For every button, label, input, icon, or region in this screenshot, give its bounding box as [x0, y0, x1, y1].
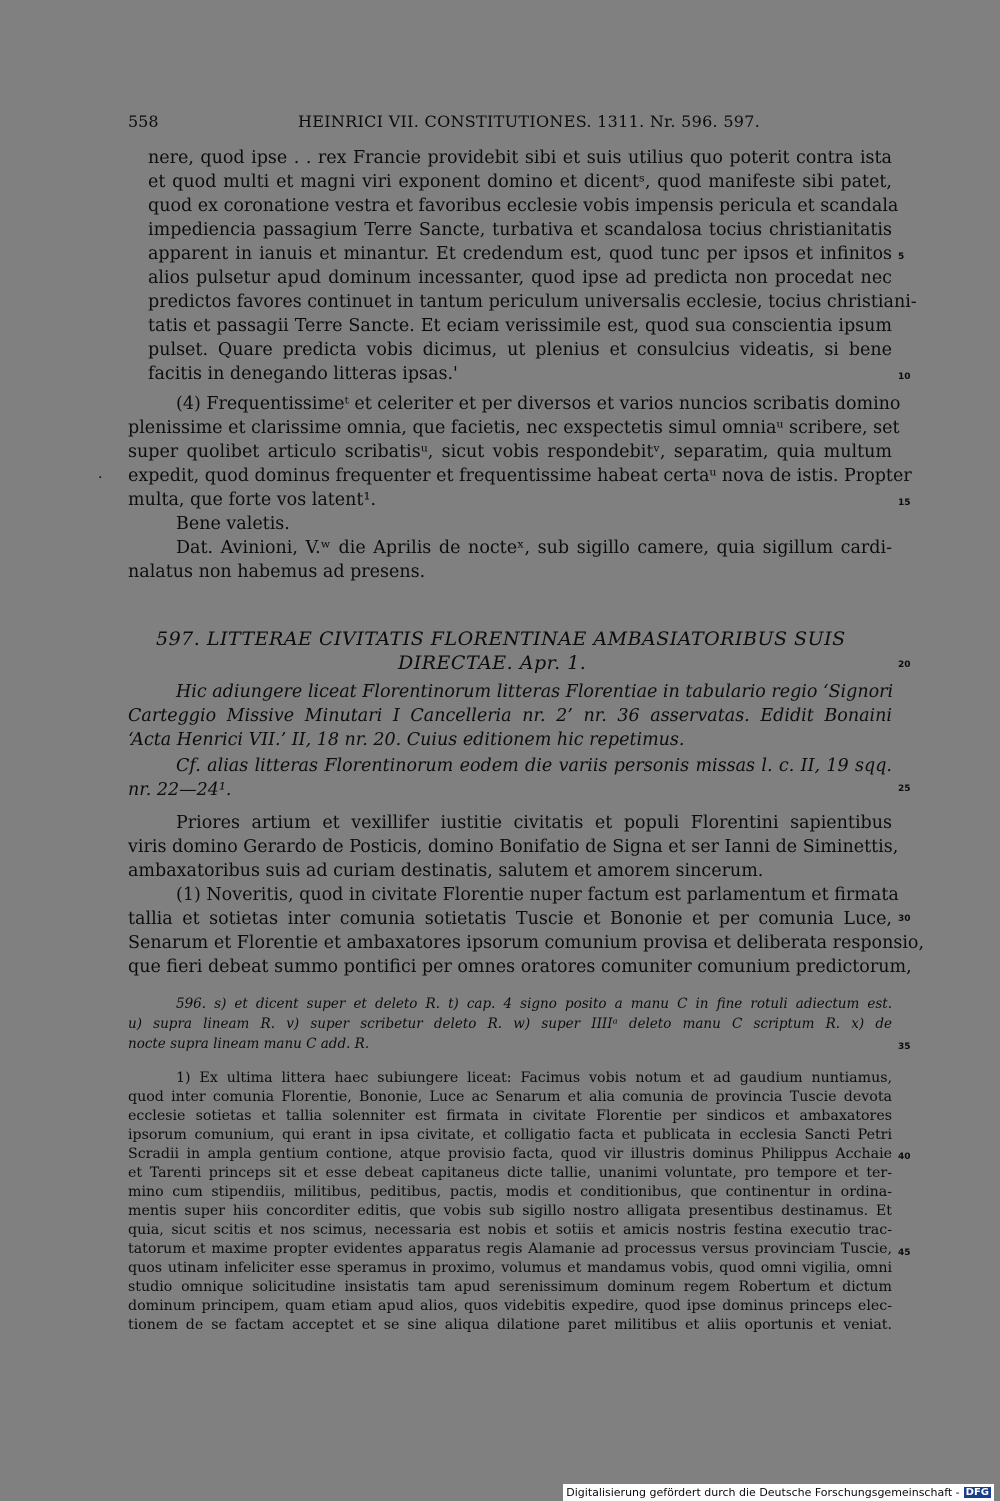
- text-line: Priores artium et vexillifer iustitie civitatis et populi Florentini sapientibus: [176, 813, 892, 833]
- footnote-line: tatorum et maxime propter evidentes apparatus regis Alamanie ad processus versus provinciam Tuscie,: [128, 1241, 892, 1257]
- text-line: Dat. Avinioni, V.ʷ die Aprilis de nocteˣ, sub sigillo camere, quia sigillum cardi-: [176, 538, 892, 558]
- line-number: 30: [898, 914, 911, 924]
- running-title: HEINRICI VII. CONSTITUTIONES. 1311. Nr. 596. 597.: [298, 112, 761, 131]
- text-line: nere, quod ipse . . rex Francie providebit sibi et suis utilius quo poterit contra ista: [148, 148, 892, 168]
- text-line: facitis in denegando litteras ipsas.': [148, 364, 458, 384]
- footnote-line: quod inter comunia Florentie, Bononie, Luce ac Senarum et alia comunia de provincia Tuscie devota: [128, 1089, 892, 1105]
- intro-line: ‘Acta Henrici VII.’ II, 18 nr. 20. Cuius editionem hic repetimus.: [128, 730, 685, 750]
- document-title-cont: DIRECTAE. Apr. 1.: [398, 652, 587, 674]
- text-line: ambaxatoribus suis ad curiam destinatis, salutem et amorem sincerum.: [128, 861, 764, 881]
- document-title: 597. LITTERAE CIVITATIS FLORENTINAE AMBASIATORIBUS SUIS: [156, 628, 846, 650]
- text-line: et quod multi et magni viri exponent domino et dicentˢ, quod manifeste sibi patet,: [148, 172, 892, 192]
- line-number: 45: [898, 1248, 911, 1258]
- apparatus-line: nocte supra lineam manu C add. R.: [128, 1036, 370, 1052]
- intro-line: Hic adiungere liceat Florentinorum litteras Florentiae in tabulario regio ‘Signori: [176, 682, 894, 702]
- footnote-line: studio omnique solicitudine insistatis tam apud serenissimum dominum regem Robertum et dictum: [128, 1279, 892, 1295]
- footnote-line: 1) Ex ultima littera haec subiungere liceat: Facimus vobis notum et ad gaudium nuntiamus,: [176, 1070, 892, 1086]
- page-number: 558: [128, 112, 159, 131]
- footnote-line: quos utinam infeliciter esse speramus in proximo, volumus et mandamus vobis, quod omni vigilia, omni: [128, 1260, 892, 1276]
- footnote-line: mino cum stipendiis, militibus, peditibus, pactis, modis et conditionibus, que continentur in ordina-: [128, 1184, 892, 1200]
- intro-line: Carteggio Missive Minutari I Cancelleria nr. 2’ nr. 36 asservatas. Edidit Bonaini: [128, 706, 892, 726]
- text-line: que fieri debeat summo pontifici per omnes oratores comuniter comunium predictorum,: [128, 957, 912, 977]
- text-line: pulset. Quare predicta vobis dicimus, ut plenius et consulcius videatis, si bene: [148, 340, 892, 360]
- credit-text: Digitalisierung gefördert durch die Deutsche Forschungsgemeinschaft -: [566, 1486, 960, 1499]
- margin-mark: ·: [98, 470, 103, 486]
- line-number: 10: [898, 372, 911, 382]
- text-line: apparent in ianuis et minantur. Et credendum est, quod tunc per ipsos et infinitos: [148, 244, 892, 264]
- text-line: (1) Noveritis, quod in civitate Florentie nuper factum est parlamentum et firmata: [176, 885, 899, 905]
- text-line: quod ex coronatione vestra et favoribus ecclesie vobis impensis pericula et scandala: [148, 196, 899, 216]
- dfg-logo: DFG: [965, 1487, 989, 1498]
- line-number: 20: [898, 660, 911, 670]
- line-number: 25: [898, 784, 911, 794]
- running-header: [128, 112, 892, 138]
- line-number: 5: [898, 252, 905, 262]
- text-line: Senarum et Florentie et ambaxatores ipsorum comunium provisa et deliberata responsio,: [128, 933, 925, 953]
- footnote-line: quia, sicut scitis et nos scimus, necessaria est nobis et sotiis et amicis nostris festina executio trac-: [128, 1222, 892, 1238]
- text-line: impediencia passagium Terre Sancte, turbativa et scandalosa tocius christianitatis: [148, 220, 892, 240]
- apparatus-line: u) supra lineam R. v) super scribetur deleto R. w) super IIIIᵃ deleto manu C scriptum R. x) de: [128, 1016, 892, 1032]
- digitization-credit: [563, 1484, 994, 1501]
- text-line: predictos favores continuet in tantum periculum universalis ecclesie, tocius christiani-: [148, 292, 917, 312]
- intro-line: nr. 22—24¹.: [128, 780, 232, 800]
- footnote-line: dominum principem, quam etiam apud alios, quos videbitis expedire, quod ipse dominus princeps elec-: [128, 1298, 892, 1314]
- text-line: tatis et passagii Terre Sancte. Et eciam verissimile est, quod sua conscientia ipsum: [148, 316, 892, 336]
- text-line: (4) Frequentissimeᵗ et celeriter et per diversos et varios nuncios scribatis domino: [176, 394, 901, 414]
- footnote-line: et Tarenti princeps sit et esse debeat capitaneus dicte tallie, unanimi voluntate, pro tempore et ter-: [128, 1165, 892, 1181]
- text-line: multa, que forte vos latent¹.: [128, 490, 377, 510]
- apparatus-line: 596. s) et dicent super et deleto R. t) cap. 4 signo posito a manu C in fine rotuli adiectum est.: [176, 996, 892, 1012]
- text-line: tallia et sotietas inter comunia sotietatis Tuscie et Bononie et per comunia Luce,: [128, 909, 892, 929]
- line-number: 15: [898, 498, 911, 508]
- footnote-line: ecclesie sotietas et tallia solenniter est firmata in civitate Florentie per sindicos et ambaxatores: [128, 1108, 892, 1124]
- text-line: alios pulsetur apud dominum incessanter, quod ipse ad predicta non procedat nec: [148, 268, 892, 288]
- footnote-line: Scradii in ampla gentium contione, atque provisio facta, quod vir illustris dominus Philippus Acchaie: [128, 1146, 892, 1162]
- footnote-line: tionem de se factam acceptet et se sine aliqua dilatione paret militibus et aliis oportunis et veniat.: [128, 1317, 892, 1333]
- footnote-line: ipsorum comunium, qui erant in ipsa civitate, et colligatio facta et publicata in ecclesia Sancti Petri: [128, 1127, 892, 1143]
- text-line: viris domino Gerardo de Posticis, domino Bonifatio de Signa et ser Ianni de Siminettis,: [128, 837, 899, 857]
- text-line: expedit, quod dominus frequenter et frequentissime habeat certaᵘ nova de istis. Propter: [128, 466, 912, 486]
- intro-line: Cf. alias litteras Florentinorum eodem die variis personis missas l. c. II, 19 sqq.: [176, 756, 892, 776]
- text-line: super quolibet articulo scribatisᵘ, sicut vobis respondebitᵛ, separatim, quia multum: [128, 442, 892, 462]
- text-line: plenissime et clarissime omnia, que facietis, nec exspectetis simul omniaᵘ scribere, set: [128, 418, 900, 438]
- footnote-line: mentis super hiis concorditer editis, que vobis sub sigillo nostro alligata presentibus destinamus. Et: [128, 1203, 892, 1219]
- text-line: Bene valetis.: [176, 514, 290, 534]
- text-line: nalatus non habemus ad presens.: [128, 562, 426, 582]
- line-number: 35: [898, 1042, 911, 1052]
- line-number: 40: [898, 1152, 911, 1162]
